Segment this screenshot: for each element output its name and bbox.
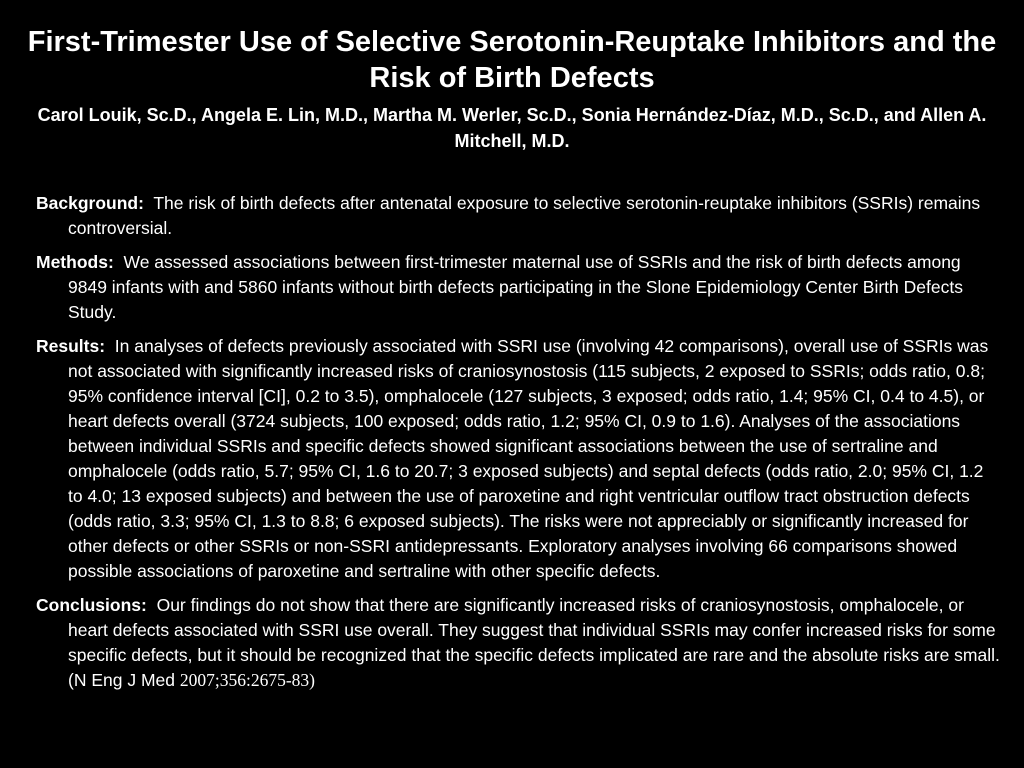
slide-title: First-Trimester Use of Selective Serotonin-Reuptake Inhibitors and the Risk of Birth Defects	[27, 26, 997, 94]
background-label: Background:	[36, 193, 144, 213]
results-label: Results:	[36, 336, 106, 356]
abstract-body	[36, 191, 1002, 702]
citation-reference: 2007;356:2675-83)	[179, 670, 315, 690]
background-paragraph	[36, 191, 1002, 241]
background-text: The risk of birth defects after antenatal exposure to selective serotonin-reuptake inhibitors (SSRIs) remains controversial.	[68, 193, 981, 238]
results-paragraph	[36, 334, 1002, 584]
methods-paragraph	[36, 250, 1002, 325]
conclusions-text: Our findings do not show that there are significantly increased risks of craniosynostosis, omphalocele, or heart defects associated with SSRI use overall. They suggest that individual SSRIs may confer increased risks for some specific defects, but it should be recognized that the specific defects implicated are rare and the absolute risks are small. (N Eng J Med	[68, 595, 1000, 690]
methods-label: Methods:	[36, 252, 114, 272]
methods-text: We assessed associations between first-trimester maternal use of SSRIs and the risk of birth defects among 9849 infants with and 5860 infants without birth defects participating in the Slone Epidemiology Center Birth Defects Study.	[68, 252, 963, 322]
conclusions-label: Conclusions:	[36, 595, 147, 615]
conclusions-paragraph	[36, 593, 1002, 693]
results-text: In analyses of defects previously associated with SSRI use (involving 42 comparisons), overall use of SSRIs was not associated with significantly increased risks of craniosynostosis (115 subjects, 2 exposed to SSRIs; odds ratio, 0.8; 95% confidence interval [CI], 0.2 to 3.5), omphalocele (127 subjects, 3 exposed; odds ratio, 1.4; 95% CI, 0.4 to 4.5), or heart defects overall (3724 subjects, 100 exposed; odds ratio, 1.2; 95% CI, 0.9 to 1.6). Analyses of the associations between individual SSRIs and specific defects showed significant associations between the use of sertraline and omphalocele (odds ratio, 5.7; 95% CI, 1.6 to 20.7; 3 exposed subjects) and septal defects (odds ratio, 2.0; 95% CI, 1.2 to 4.0; 13 exposed subjects) and between the use of paroxetine and right ventricular outflow tract obstruction defects (odds ratio, 3.3; 95% CI, 1.3 to 8.8; 6 exposed subjects). The risks were not appreciably or significantly increased for other defects or other SSRIs or non-SSRI antidepressants. Exploratory analyses involving 66 comparisons showed possible associations of paroxetine and sertraline with other specific defects.	[68, 336, 989, 581]
authors-line: Carol Louik, Sc.D., Angela E. Lin, M.D., Martha M. Werler, Sc.D., Sonia Hernández-Díaz, M.D., Sc.D., and Allen A. Mitchell, M.D.	[37, 105, 987, 151]
